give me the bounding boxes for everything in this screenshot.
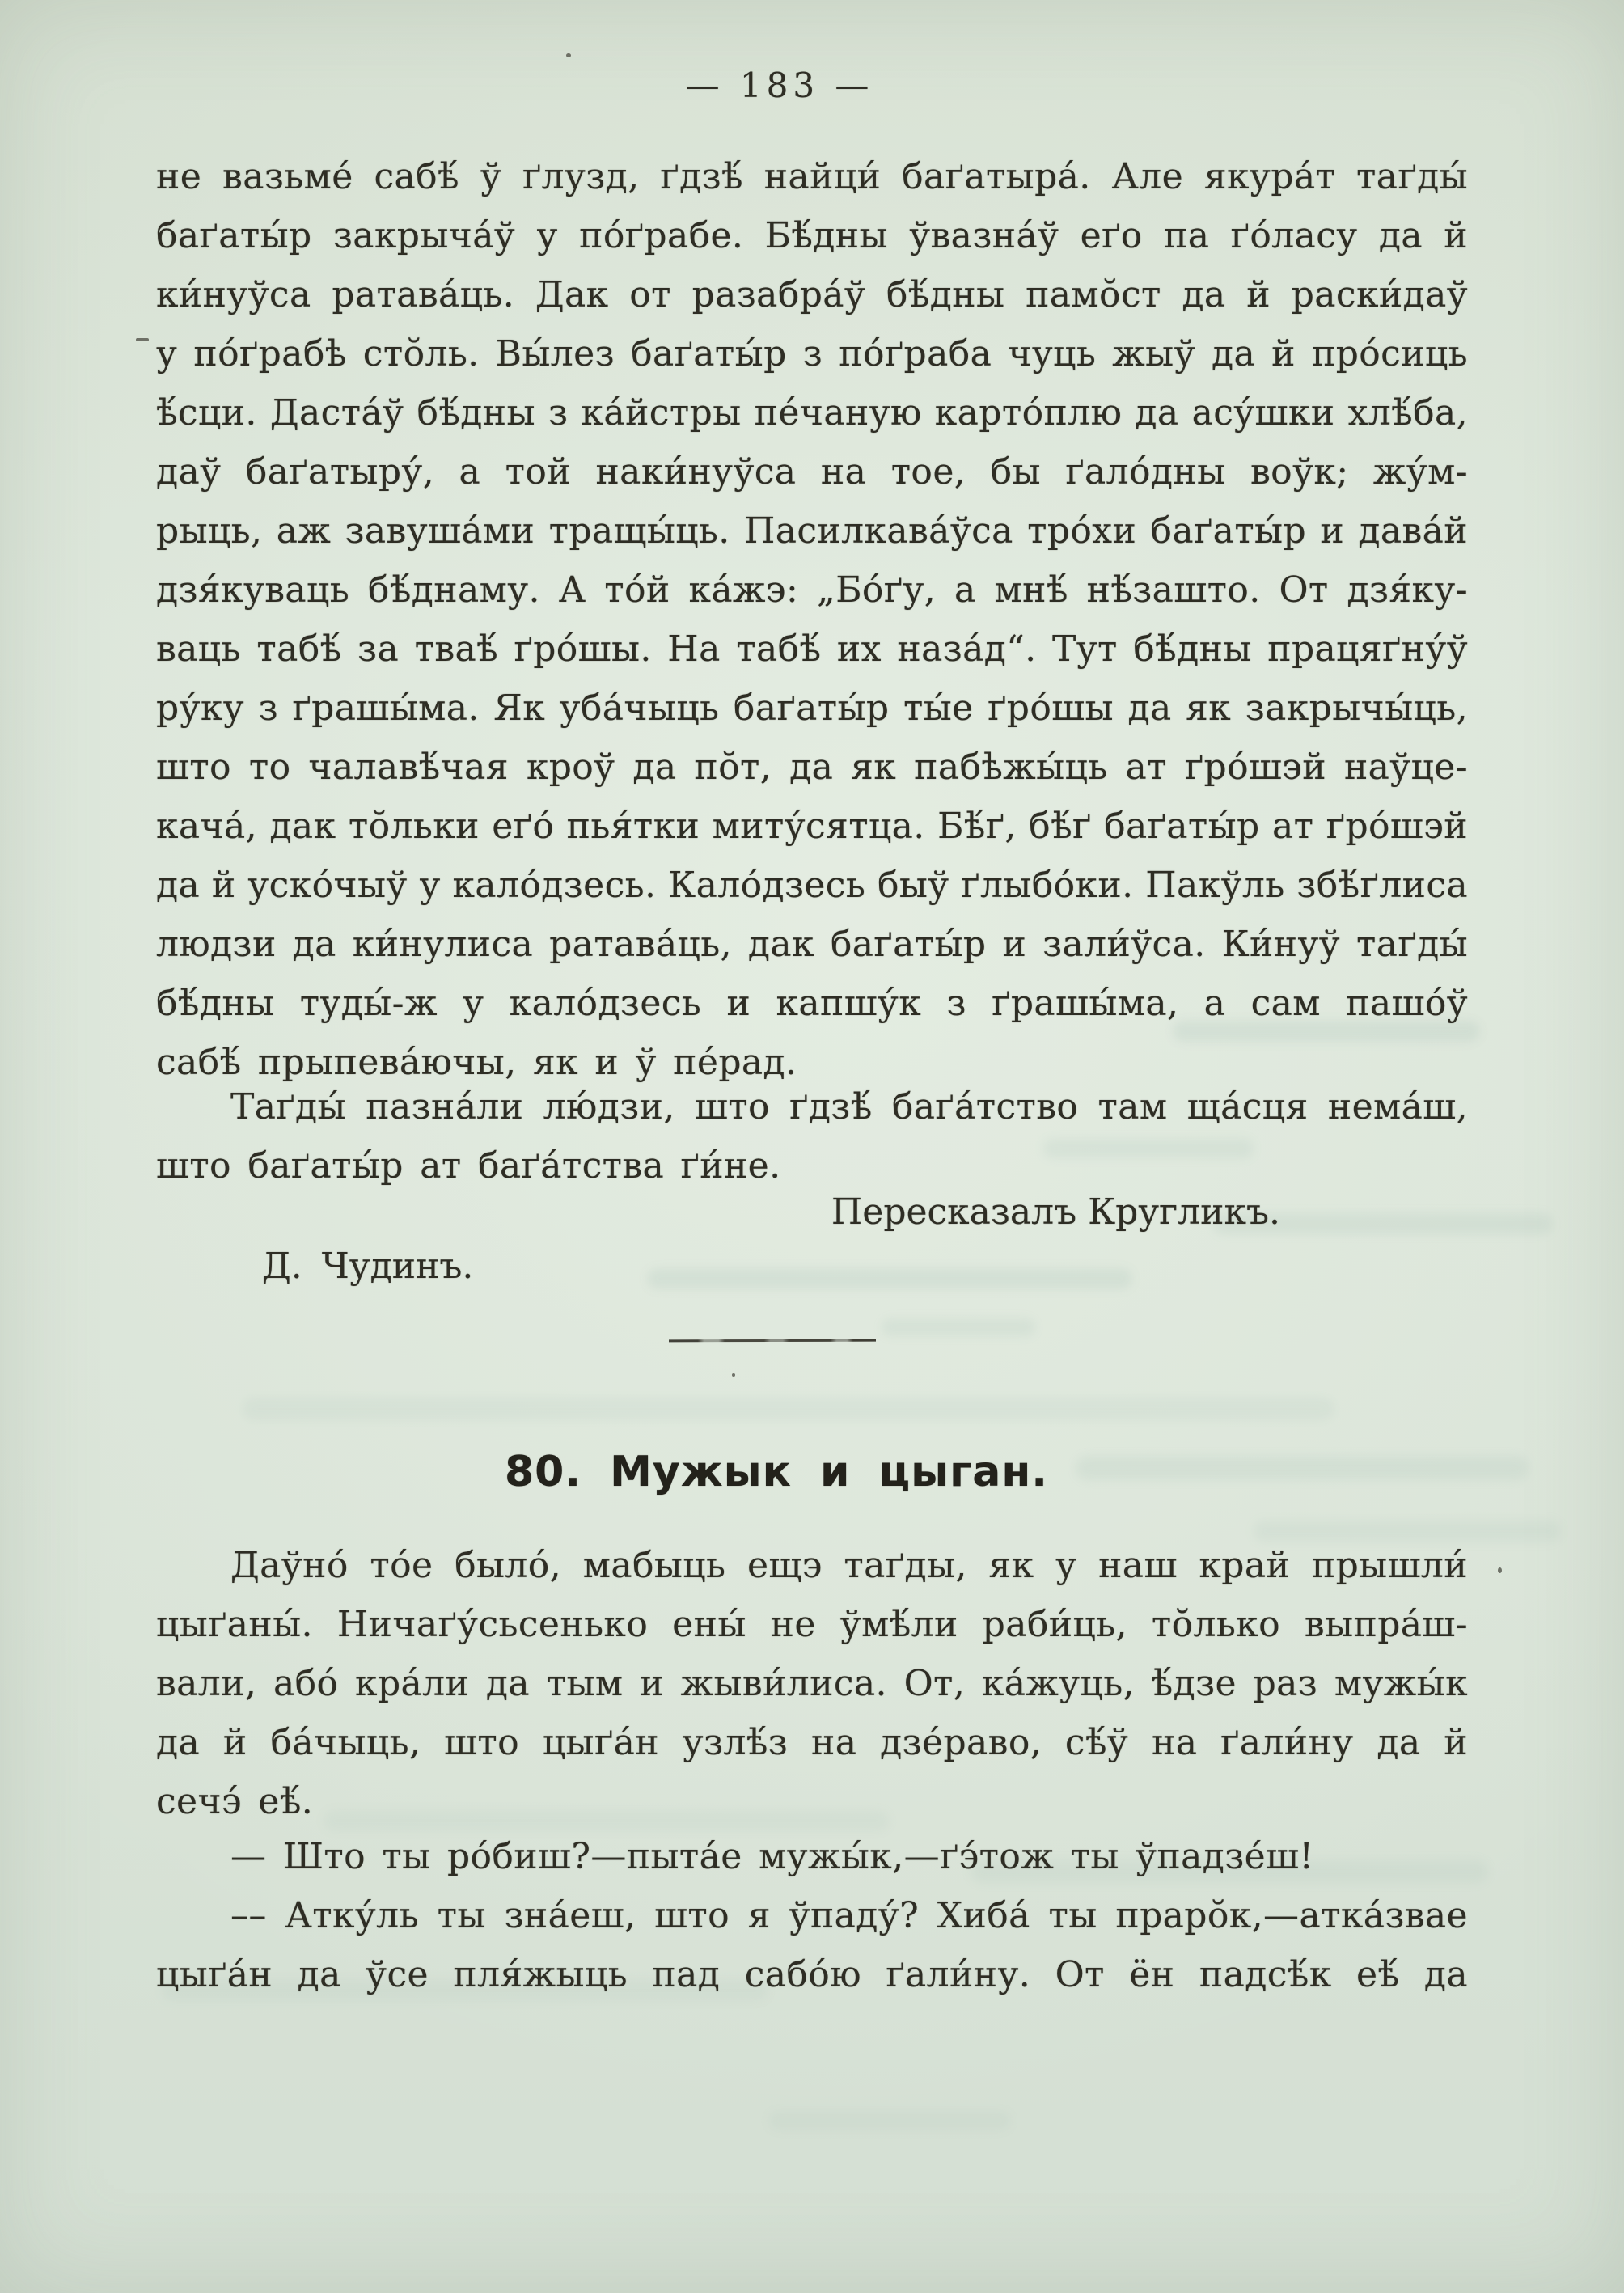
text-line: да й ба́чыць, што цыґа́н узлѣ́з на дзе́раво, сѣ́ў на ґали́ну да й xyxy=(156,1722,1468,1763)
text-line: дзя́куваць бѣ́днаму. А то́й ка́жэ: „Бо́ґу, а мнѣ́ нѣ́зашто. От дзя́ку- xyxy=(156,569,1468,611)
text-line: –– Атку́ль ты зна́еш, што я ўпаду́? Хиба́ ты праро̆к,—атка́звае xyxy=(230,1895,1468,1936)
text-line: вали, або́ кра́ли да тым и жыви́лиса. От, ка́жуць, ѣ́дзе раз мужы́к xyxy=(156,1663,1468,1704)
paper-speck xyxy=(1498,1567,1502,1573)
text-line: даў баґатыру́, а той наки́нуўса на тое, бы ґало́дны воўк; жу́м- xyxy=(156,451,1468,493)
text-line: сечэ́ еѣ́. xyxy=(156,1781,314,1822)
dialog-paragraph xyxy=(156,1886,1468,2004)
paper-speck xyxy=(732,1373,735,1377)
collector-name: Д. Чудинъ. xyxy=(262,1246,474,1287)
text-line: людзи да ки́нулиса ратава́ць, дак баґаты́р и зали́ўса. Ки́нуў таґды́ xyxy=(156,924,1468,965)
bleedthrough-mark xyxy=(882,1318,1035,1336)
text-line: не вазьме́ сабѣ́ ў ґлузд, ґдзѣ́ найци́ баґатыра́. Але якура́т таґды́ xyxy=(156,156,1468,197)
text-line: Таґды́ пазна́ли лю́дзи, што ґдзѣ́ баґа́тство там ща́сця нема́ш, xyxy=(230,1086,1468,1127)
paper-speck xyxy=(136,338,149,341)
dialog-line xyxy=(156,1827,1468,1886)
text-line: рыць, аж завуша́ми тращы́ць. Пасилкава́ўса тро́хи баґаты́р и дава́й xyxy=(156,510,1468,552)
text-line: у по́ґрабѣ сто̆ль. Вы́лез баґаты́р з по́ґраба чуць жыў да й про́сиць xyxy=(156,333,1468,374)
story-intro-paragraph xyxy=(156,1536,1468,1831)
text-line: да й уско́чыў у кало́дзесь. Кало́дзесь быў ґлыбо́ки. Пакўль збѣ́ґлиса xyxy=(156,865,1468,906)
text-line: бѣ́дны туды́-ж у кало́дзесь и капшу́к з ґрашы́ма, а сам пашо́ў xyxy=(156,983,1468,1024)
text-line: што баґаты́р ат баґа́тства ґи́не. xyxy=(156,1145,781,1187)
story-end-paragraph xyxy=(156,147,1468,1092)
text-line: ѣ́сци. Даста́ў бѣ́дны з ка́йстры пе́чаную карто́плю да асу́шки хлѣ́ба, xyxy=(156,392,1468,434)
narrator-attribution: Пересказалъ Кругликъ. xyxy=(831,1191,1280,1233)
text-line: ваць табѣ́ за тваѣ́ ґро́шы. На табѣ́ их наза́д“. Тут бѣ́дны працяґну́ў xyxy=(156,628,1468,670)
story-heading: 80. Мужык и цыган. xyxy=(504,1448,1049,1496)
text-line: — Што ты ро́биш?—пыта́е мужы́к,—ґэ́тож ты ўпадзе́ш! xyxy=(230,1836,1314,1877)
page-number: — 183 — xyxy=(685,66,874,105)
text-line: Даўно́ то́е было́, мабыць ещэ таґды, як у наш край прышли́ xyxy=(230,1545,1468,1586)
moral-paragraph xyxy=(156,1077,1468,1195)
section-divider xyxy=(669,1339,876,1343)
text-line: цыґа́н да ўсе пля́жыць пад сабо́ю ґали́ну. От ён падсѣ́к еѣ́ да xyxy=(156,1954,1468,1995)
bleedthrough-mark xyxy=(243,1398,1334,1420)
text-line: цыґаны́. Ничаґу́сьсенько ены́ не ўмѣ́ли раби́ць, то̆лько выпра́ш- xyxy=(156,1604,1468,1645)
text-line: кача́, дак то̆льки еґо́ пья́тки миту́сятца. Бѣ́ґ, бѣ́ґ баґаты́р ат ґро́шэй xyxy=(156,806,1468,847)
text-line: што то чалавѣ́чая кроў да по̆т, да як пабѣжы́ць ат ґро́шэй наўце- xyxy=(156,747,1468,788)
bleedthrough-mark xyxy=(768,2111,1011,2130)
text-line: сабѣ́ прыпева́ючы, як и ў пе́рад. xyxy=(156,1042,797,1083)
text-line: ру́ку з ґрашы́ма. Як уба́чыць баґаты́р ты́е ґро́шы да як закрычы́ць, xyxy=(156,687,1468,729)
text-line: ки́нуўса ратава́ць. Дак от разабра́ў бѣ́дны памо̆ст да й раски́даў xyxy=(156,274,1468,315)
text-line: баґаты́р закрыча́ў у по́ґрабе. Бѣ́дны ўвазна́ў еґо па ґо́ласу да й xyxy=(156,215,1468,256)
paper-speck xyxy=(566,53,571,57)
